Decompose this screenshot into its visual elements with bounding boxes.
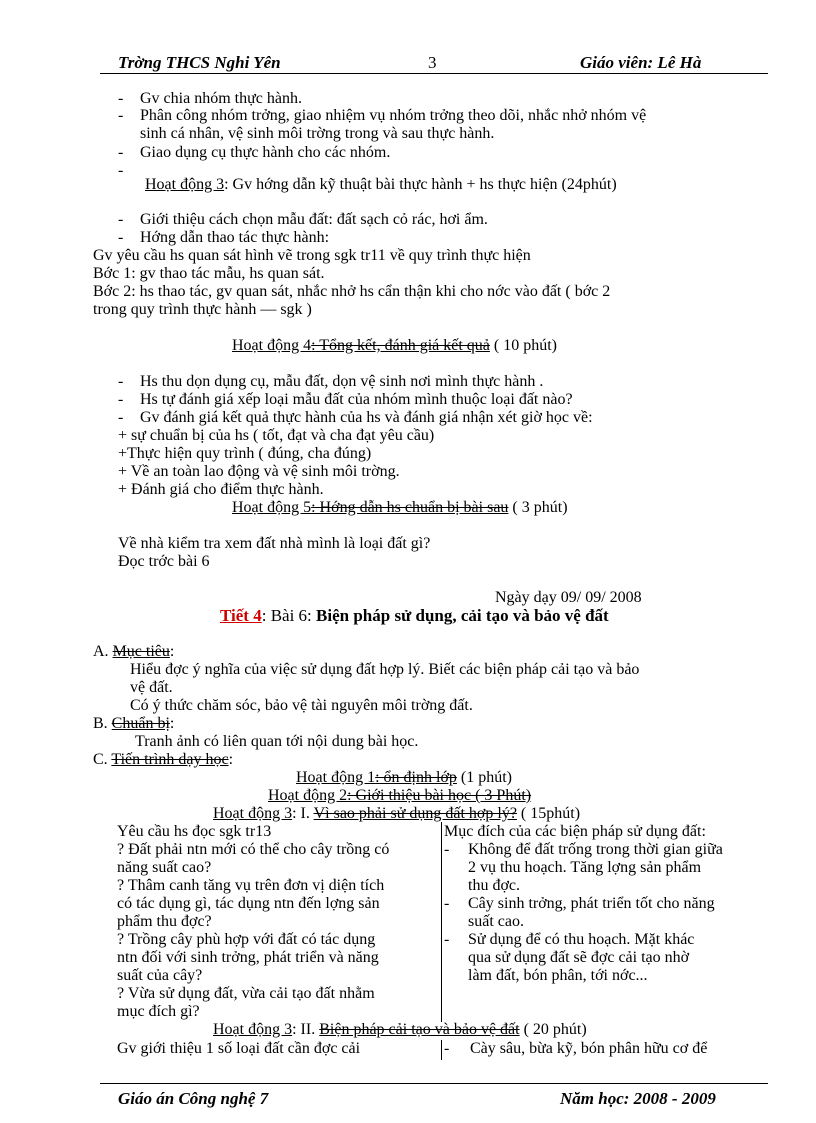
activity-3b-heading <box>213 805 580 823</box>
text-line: Bớc 1: gv thao tác mẫu, hs quan sát. <box>93 265 325 282</box>
text-line: Cày sâu, bừa kỹ, bón phân hữu cơ để <box>470 1040 708 1057</box>
footer-right: Năm học: 2008 - 2009 <box>560 1089 716 1108</box>
activity-label: Hoạt động 3 <box>145 176 225 193</box>
dash: - <box>118 162 124 179</box>
text-line: Gv giới thiệu 1 số loại đất cần đợc cải <box>117 1040 361 1057</box>
activity-2-heading <box>268 787 531 805</box>
text-line: trong quy trình thực hành — sgk ) <box>93 301 312 318</box>
dash: - <box>444 1040 450 1057</box>
text-line: Về nhà kiểm tra xem đất nhà mình là loại đất gì? <box>118 535 431 552</box>
activity-4-heading <box>232 337 557 355</box>
footer-rule <box>100 1083 768 1084</box>
table-right-line: thu đợc. <box>468 877 521 894</box>
activity-desc: : Tổng kết, đánh giá kết quả <box>311 337 490 354</box>
footer-left: Giáo án Công nghệ 7 <box>118 1089 269 1108</box>
activity-desc: : Giới thiệu bài học ( 3 Phút) <box>347 787 532 804</box>
activity-time: ( 10 phút) <box>489 337 557 354</box>
text-line: Giới thiệu cách chọn mẫu đất: đất sạch cỏ rác, hơi ẩm. <box>140 211 488 228</box>
activity-time: ( 15phút) <box>516 805 581 822</box>
lesson-number: Tiết 4 <box>220 606 262 625</box>
text-line: Có ý thức chăm sóc, bảo vệ tài nguyên môi trờng đất. <box>130 697 473 714</box>
section-label: Tiến trình dạy học <box>111 751 229 768</box>
section-colon: : <box>228 751 234 768</box>
activity-3-heading <box>145 176 617 194</box>
dash: - <box>118 211 124 228</box>
activity-time: (1 phút) <box>456 769 513 786</box>
dash: - <box>118 229 124 246</box>
text-line: Gv yêu cầu hs quan sát hình vẽ trong sgk tr11 về quy trình thực hiện <box>93 247 531 264</box>
lesson-name: Biện pháp sử dụng, cải tạo và bảo vệ đất <box>316 606 609 625</box>
table-right-line: Không để đất trống trong thời gian giữa <box>468 841 723 858</box>
text-line: + Về an toàn lao động và vệ sinh môi trờng. <box>118 463 400 480</box>
activity-desc: Biện pháp cải tạo và bảo vệ đất <box>319 1021 520 1038</box>
activity-desc: : ổn định lớp <box>375 769 457 786</box>
activity-label: Hoạt động 2 <box>268 787 348 804</box>
table-left-line: mục đích gì? <box>117 1003 200 1020</box>
activity-desc: : Hớng dẫn hs chuẩn bị bài sau <box>311 499 509 516</box>
section-colon: : <box>169 643 175 660</box>
dash: - <box>118 90 124 107</box>
activity-label: Hoạt động 4 <box>232 337 312 354</box>
text-line: + sự chuẩn bị của hs ( tốt, đạt và cha đạt yêu cầu) <box>118 427 435 444</box>
text-line: Hs thu dọn dụng cụ, mẫu đất, dọn vệ sinh nơi mình thực hành . <box>140 373 544 390</box>
activity-desc: : Gv hớng dẫn kỹ thuật bài thực hành + hs thực hiện (24phút) <box>224 176 617 193</box>
table-right-line: làm đất, bón phân, tới nớc... <box>468 967 648 984</box>
table-left-line: có tác dụng gì, tác dụng ntn đến lợng sản <box>117 895 380 912</box>
text-line: Gv đánh giá kết quả thực hành của hs và đánh giá nhận xét giờ học về: <box>140 409 593 426</box>
dash: - <box>118 144 124 161</box>
table-left-line: năng suất cao? <box>117 859 212 876</box>
section-label: Chuẩn bị <box>111 715 170 732</box>
table-left-line: ? Thâm canh tăng vụ trên đơn vị diện tích <box>117 877 385 894</box>
activity-time: ( 3 phút) <box>508 499 568 516</box>
text-line: sinh cá nhân, vệ sinh môi trờng trong và sau thực hành. <box>140 125 495 142</box>
dash: - <box>444 895 450 912</box>
header-rule <box>100 73 768 74</box>
header-page-number: 3 <box>428 53 437 72</box>
activity-3c-heading <box>213 1021 587 1039</box>
activity-label: Hoạt động 5 <box>232 499 312 516</box>
activity-1-heading <box>296 769 512 787</box>
activity-desc: Vì sao phải sử dụng đất hợp lý? <box>313 805 517 822</box>
table-left-line: suất của cây? <box>117 967 203 984</box>
table-left-line: phẩm thu đợc? <box>117 913 212 930</box>
text-line: Tranh ảnh có liên quan tới nội dung bài học. <box>135 733 419 750</box>
dash: - <box>444 841 450 858</box>
text-line: Bớc 2: hs thao tác, gv quan sát, nhắc nhở hs cẩn thận khi cho nớc vào đất ( bớc 2 <box>93 283 611 300</box>
activity-mid: : II. <box>292 1021 320 1038</box>
text-line: Hs tự đánh giá xếp loại mẫu đất của nhóm mình thuộc loại đất nào? <box>140 391 573 408</box>
dash: - <box>118 391 124 408</box>
table-right-heading: Mục đích của các biện pháp sử dụng đất: <box>444 823 706 840</box>
activity-time: ( 20 phút) <box>519 1021 587 1038</box>
section-label: Mục tiêu <box>112 643 170 660</box>
table-left-line: ntn đối với sinh trởng, phát triển và năng <box>117 949 379 966</box>
text-line: Đọc trớc bài 6 <box>118 553 210 570</box>
activity-5-heading <box>232 499 568 517</box>
table-left-line: ? Đất phải ntn mới có thể cho cây trồng có <box>117 841 390 858</box>
table-left-line: ? Trồng cây phù hợp với đất có tác dụng <box>117 931 376 948</box>
table-divider <box>441 822 442 1022</box>
text-line: + Đánh giá cho điểm thực hành. <box>118 481 324 498</box>
text-line: vệ đất. <box>130 679 173 696</box>
section-prefix: B. <box>93 715 112 732</box>
text-line: Giao dụng cụ thực hành cho các nhóm. <box>140 144 391 161</box>
header-teacher: Giáo viên: Lê Hà <box>580 53 702 72</box>
text-line: Gv chia nhóm thực hành. <box>140 90 302 107</box>
dash: - <box>118 373 124 390</box>
lesson-date: Ngày dạy 09/ 09/ 2008 <box>495 589 642 606</box>
section-c-heading <box>93 751 233 769</box>
text-line: +Thực hiện quy trình ( đúng, cha đúng) <box>118 445 372 462</box>
section-prefix: C. <box>93 751 112 768</box>
table-right-line: qua sử dụng đất sẽ đợc cải tạo nhờ <box>468 949 690 966</box>
dash: - <box>118 409 124 426</box>
activity-label: Hoạt động 3 <box>213 1021 293 1038</box>
header-school: Trờng THCS Nghi Yên <box>118 53 281 72</box>
section-prefix: A. <box>93 643 113 660</box>
activity-label: Hoạt động 3 <box>213 805 293 822</box>
lesson-lesson: : Bài 6: <box>261 606 317 625</box>
activity-label: Hoạt động 1 <box>296 769 376 786</box>
table-right-line: Sử dụng để có thu hoạch. Mặt khác <box>468 931 695 948</box>
table-left-line: Yêu cầu hs đọc sgk tr13 <box>117 823 272 840</box>
table-right-line: suất cao. <box>468 913 524 930</box>
section-a-heading <box>93 643 174 661</box>
dash: - <box>444 931 450 948</box>
lesson-title <box>220 607 609 625</box>
text-line: Phân công nhóm trởng, giao nhiệm vụ nhóm trởng theo dõi, nhắc nhở nhóm vệ <box>140 107 647 124</box>
table-left-line: ? Vừa sử dụng đất, vừa cải tạo đất nhằm <box>117 985 375 1002</box>
section-colon: : <box>169 715 175 732</box>
text-line: Hớng dẫn thao tác thực hành: <box>140 229 330 246</box>
section-b-heading <box>93 715 174 733</box>
table-right-line: Cây sinh trởng, phát triển tốt cho năng <box>468 895 715 912</box>
table-right-line: 2 vụ thu hoạch. Tăng lợng sản phẩm <box>468 859 702 876</box>
table-divider-2 <box>441 1040 442 1060</box>
activity-mid: : I. <box>292 805 314 822</box>
dash: - <box>118 107 124 124</box>
text-line: Hiểu đợc ý nghĩa của việc sử dụng đất hợp lý. Biết các biện pháp cải tạo và bảo <box>130 661 640 678</box>
